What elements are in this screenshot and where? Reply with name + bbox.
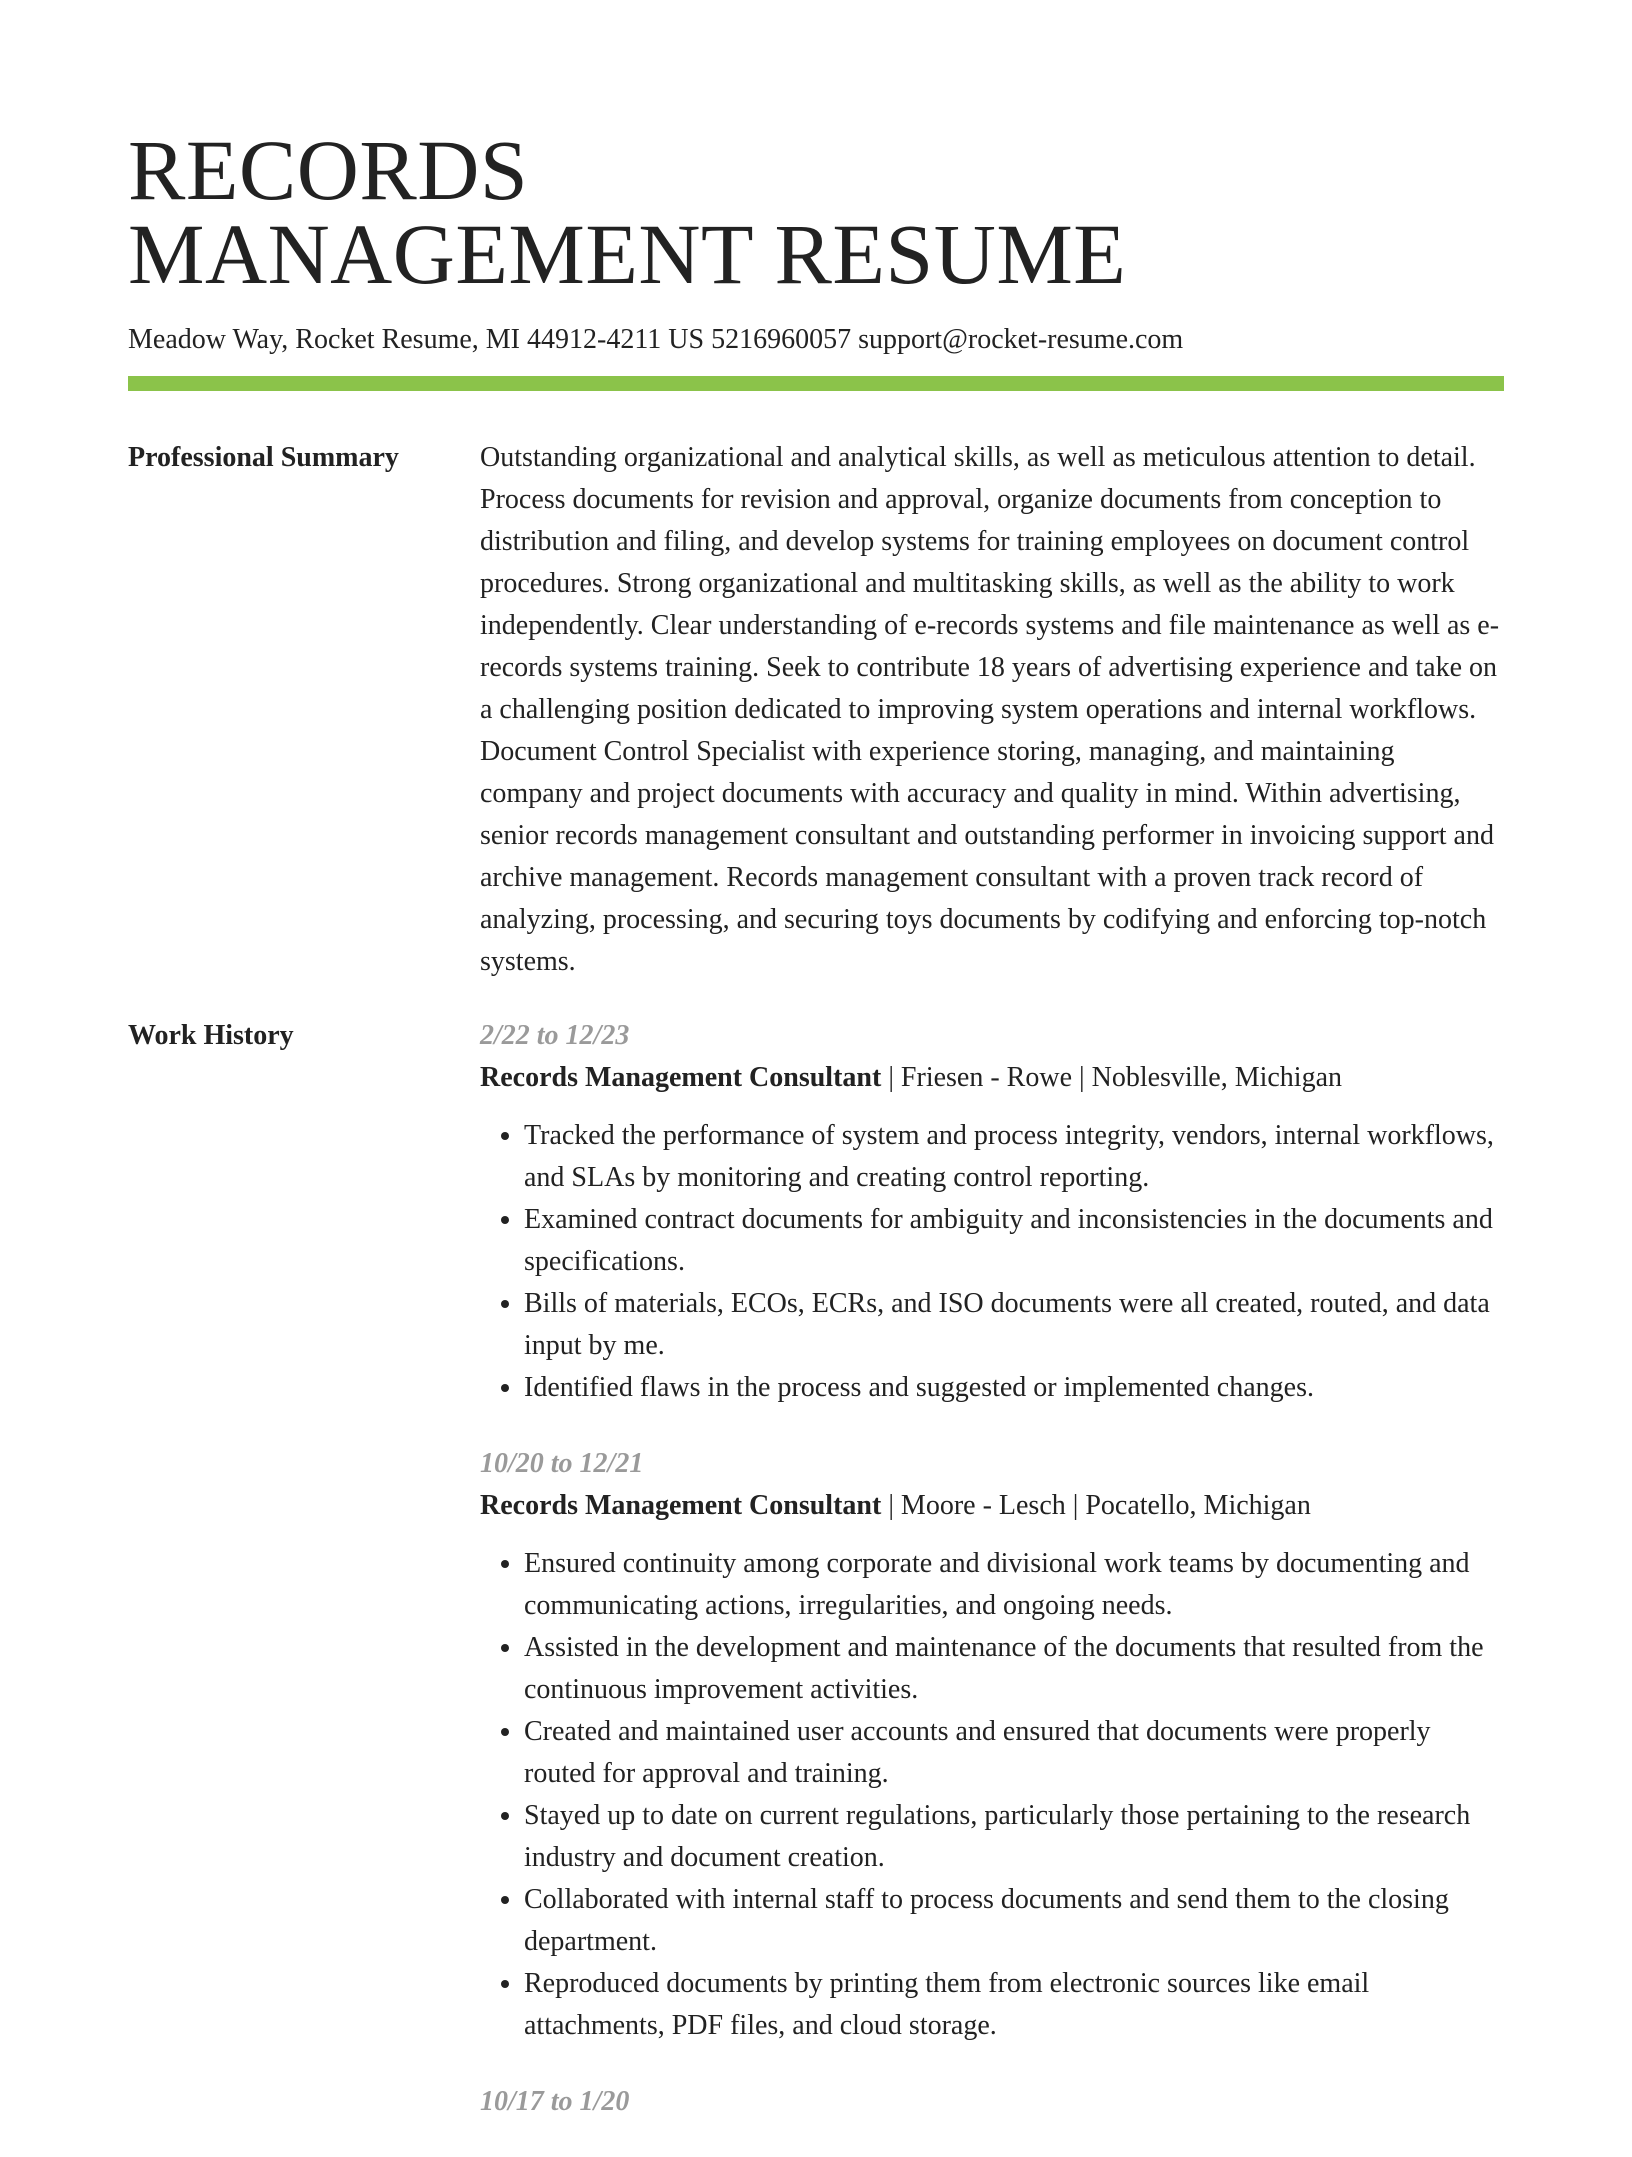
job-dates: 2/22 to 12/23 bbox=[480, 1020, 630, 1051]
list-item: • Created and maintained user accounts and ensured that documents were properly routed for approval and training. bbox=[524, 1711, 1504, 1795]
list-item: • Collaborated with internal staff to process documents and send them to the closing department. bbox=[524, 1879, 1504, 1963]
job-bullet-list bbox=[480, 1543, 1504, 2047]
job-entry bbox=[480, 1015, 1504, 1409]
section-label-summary: Professional Summary bbox=[128, 442, 399, 473]
job-entry bbox=[480, 1443, 1504, 2047]
job-title: Records Management Consultant bbox=[480, 1062, 882, 1093]
list-item: • Ensured continuity among corporate and divisional work teams by documenting and communicating actions, irregularities, and ongoing needs. bbox=[524, 1543, 1504, 1627]
summary-text: Outstanding organizational and analytical skills, as well as meticulous attention to detail. Process documents for revision and approval, organize documents from conception to distribution and filing, and develop systems for training employees on document control procedures. Strong organizational and multitasking skills, as well as the ability to work independently. Clear understanding of e-records systems and file maintenance as well as e-records systems training. Seek to contribute 18 years of advertising experience and take on a challenging position dedicated to improving system operations and internal workflows. Document Control Specialist with experience storing, managing, and maintaining company and project documents with accuracy and quality in mind. Within advertising, senior records management consultant and outstanding performer in invoicing support and archive management. Records management consultant with a proven track record of analyzing, processing, and securing toys documents by codifying and enforcing top-notch systems. bbox=[480, 442, 1500, 977]
job-dates: 10/20 to 12/21 bbox=[480, 1448, 644, 1479]
title-line-1: RECORDS bbox=[128, 122, 529, 218]
resume-title bbox=[128, 122, 1504, 302]
list-item: • Assisted in the development and maintenance of the documents that resulted from the continuous improvement activities. bbox=[524, 1627, 1504, 1711]
resume-page bbox=[128, 122, 1504, 2157]
job-entry bbox=[480, 2081, 1504, 2123]
job-bullet-list bbox=[480, 1115, 1504, 1409]
job-employer-location: | Friesen - Rowe | Noblesville, Michigan bbox=[881, 1062, 1342, 1093]
professional-summary-section bbox=[128, 437, 1504, 983]
contact-line: Meadow Way, Rocket Resume, MI 44912-4211 US 5216960057 support@rocket-resume.com bbox=[128, 324, 1184, 355]
list-item: • Examined contract documents for ambiguity and inconsistencies in the documents and specifications. bbox=[524, 1199, 1504, 1283]
list-item: • Tracked the performance of system and process integrity, vendors, internal workflows, and SLAs by monitoring and creating control reporting. bbox=[524, 1115, 1504, 1199]
title-line-2: MANAGEMENT RESUME bbox=[128, 206, 1127, 302]
list-item: • Bills of materials, ECOs, ECRs, and ISO documents were all created, routed, and data input by me. bbox=[524, 1283, 1504, 1367]
job-title: Records Management Consultant bbox=[480, 1490, 882, 1521]
list-item: • Reproduced documents by printing them from electronic sources like email attachments, PDF files, and cloud storage. bbox=[524, 1963, 1504, 2047]
job-employer-location: | Moore - Lesch | Pocatello, Michigan bbox=[881, 1490, 1311, 1521]
job-title-line bbox=[480, 1057, 1504, 1099]
list-item: • Stayed up to date on current regulations, particularly those pertaining to the research industry and document creation. bbox=[524, 1795, 1504, 1879]
work-history-section bbox=[128, 1015, 1504, 2157]
work-history-body bbox=[480, 1015, 1504, 2157]
list-item: • Identified flaws in the process and suggested or implemented changes. bbox=[524, 1367, 1504, 1409]
summary-body bbox=[480, 437, 1504, 983]
accent-divider bbox=[128, 376, 1504, 391]
job-title-line bbox=[480, 1485, 1504, 1527]
job-dates: 10/17 to 1/20 bbox=[480, 2086, 630, 2117]
section-label-work-history: Work History bbox=[128, 1020, 294, 1051]
